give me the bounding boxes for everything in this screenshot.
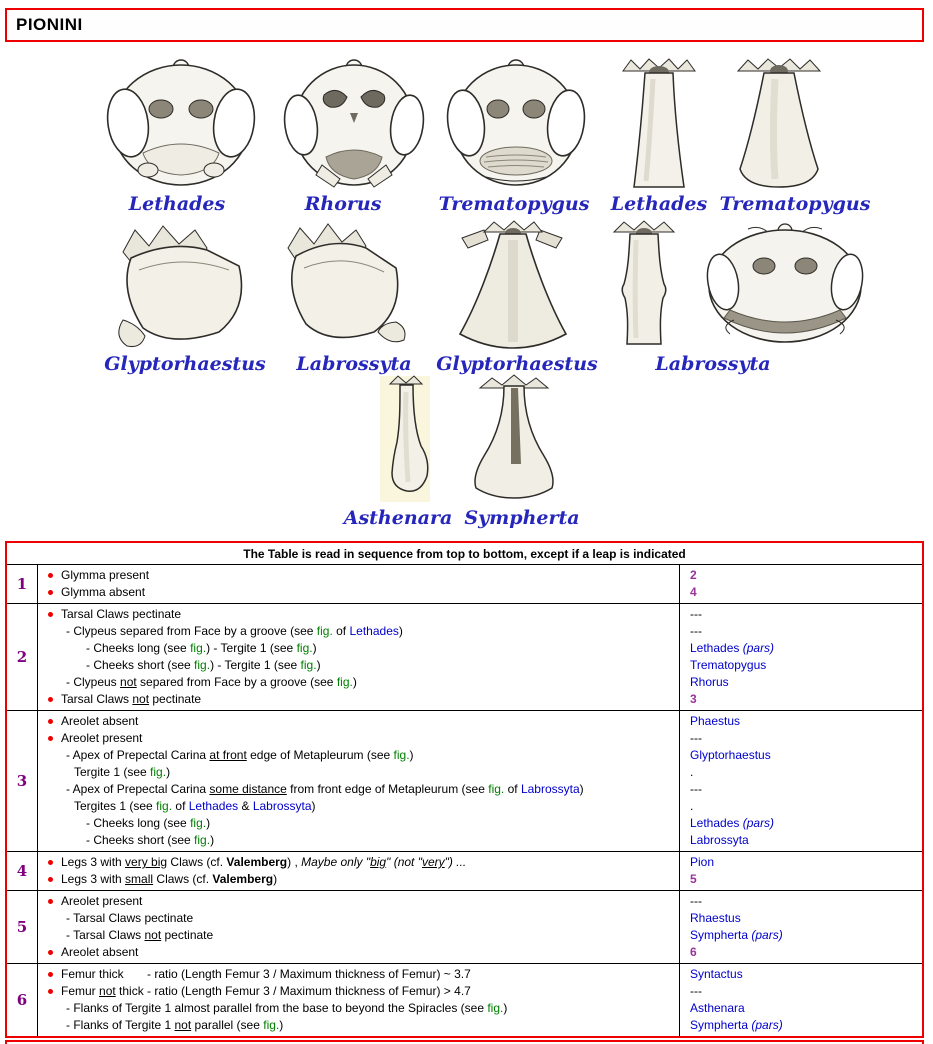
figure-label: Rhorus [304,193,382,215]
result-cell [679,964,922,1036]
text-segment: of [172,799,189,813]
result-line [690,713,918,730]
bullet-icon [48,612,53,617]
text-segment: not [120,675,137,689]
text-segment: Tarsal Claws [61,692,133,706]
text-segment: ) [409,748,414,762]
row-number: 4 [7,852,38,890]
identification-key-table [5,541,924,1038]
key-line [42,730,675,747]
text-segment: of [504,782,521,796]
text-segment: not [174,1018,192,1032]
key-line [42,927,675,944]
bullet-icon [48,950,53,955]
text-segment: ) [312,641,317,655]
key-line [42,893,675,910]
text-segment: - Tarsal Claws [66,928,145,942]
result-line [690,623,918,640]
text-segment: ) , [287,855,302,869]
text-segment: parallel (see [191,1018,264,1032]
text-segment: not [132,692,150,706]
taxon-link[interactable]: Asthenara [690,1001,745,1015]
text-segment: Maybe only " [301,855,371,869]
figure-label: Asthenara [343,507,453,529]
text-segment: Tergite 1 (see [74,765,151,779]
labrossyta-mesopleuron-figure [272,218,422,352]
text-segment: from front edge of Metapleurum (see [286,782,489,796]
row-number: 3 [7,711,38,851]
result-line [690,567,918,584]
text-segment: - Flanks of Tergite 1 almost parallel from the base to beyond the Spiracles (see [66,1001,488,1015]
taxon-link[interactable]: Phaestus [690,714,741,728]
trematopygus-head-figure [438,57,594,191]
text-segment: Legs 3 with [61,872,126,886]
text-segment: - Clypeus [66,675,121,689]
taxon-link[interactable]: Rhaestus [690,911,741,925]
trematopygus-tergite-figure [720,55,838,193]
text-segment: some distance [209,782,287,796]
lethades-head-figure [95,57,267,191]
labrossyta-tergite-figure [598,218,690,350]
key-line [42,764,675,781]
taxon-link[interactable]: (pars) [751,928,783,942]
result-line [690,674,918,691]
text-segment: - Cheeks short (see [86,833,195,847]
fig-link[interactable]: fig. [488,782,505,796]
result-line [690,910,918,927]
key-line [42,871,675,888]
key-line [42,640,675,657]
text-segment: - Cheeks long (see [86,816,191,830]
wide-head-figure [700,222,870,350]
figure-label: Labrossyta [296,353,412,375]
result-cell [679,891,922,963]
key-line [42,983,675,1000]
text-segment: big [370,855,387,869]
key-line [42,657,675,674]
next-section-edge [5,1040,924,1044]
result-line [690,1017,918,1034]
text-segment: - Apex of Prepectal Carina [66,748,210,762]
text-segment: Areolet present [61,731,143,745]
text-segment: --- [690,782,702,796]
text-segment: Glymma absent [61,585,146,599]
text-segment: at front [209,748,247,762]
text-segment: pectinate [161,928,214,942]
text-segment: - Flanks of Tergite 1 [66,1018,175,1032]
taxon-link[interactable]: Labrossyta [690,833,749,847]
result-cell [679,852,922,890]
taxon-link[interactable]: Lethades [690,641,743,655]
key-row-4 [7,852,922,891]
result-cell [679,604,922,710]
lethades-tergite-figure [613,55,705,193]
leap-link[interactable]: 4 [690,585,697,599]
text-segment: Tarsal Claws pectinate [61,607,182,621]
figure-label: Glyptorhaestus [436,353,598,375]
key-line [42,966,675,983]
text-segment: ) - Tergite 1 (see [206,641,297,655]
text-segment: Glymma present [61,568,150,582]
taxon-link[interactable]: Rhorus [690,675,729,689]
table-header: The Table is read in sequence from top to bottom, except if a leap is indicated [7,543,922,565]
result-line [690,1000,918,1017]
taxon-link[interactable]: Lethades [349,624,399,638]
text-segment: small [125,872,154,886]
text-segment: Valemberg [212,872,274,886]
text-segment: very [421,855,445,869]
key-row-5 [7,891,922,964]
row-number: 6 [7,964,38,1036]
page-title-box [5,8,924,42]
taxon-link[interactable]: Sympherta [690,1018,752,1032]
result-cell [679,711,922,851]
criteria-cell [38,891,679,963]
text-segment: Claws (cf. [167,855,227,869]
text-segment: ) [579,782,584,796]
text-segment: --- [690,894,702,908]
bullet-icon [48,573,53,578]
text-segment: ) [398,624,403,638]
text-segment: ) [352,675,357,689]
result-line [690,983,918,1000]
glyptorhaestus-mesopleuron-figure [105,218,267,352]
key-line [42,1017,675,1034]
text-segment: ) [206,816,211,830]
key-line [42,606,675,623]
fig-link[interactable]: fig. [190,641,207,655]
bullet-icon [48,877,53,882]
criteria-cell [38,565,679,603]
criteria-cell [38,604,679,710]
text-segment: Areolet present [61,894,143,908]
text-segment: Valemberg [226,855,288,869]
key-line [42,832,675,849]
result-line [690,893,918,910]
figures-panel [0,42,933,540]
text-segment: & [238,799,253,813]
figure-label: Lethades [128,193,226,215]
taxon-link[interactable]: (pars) [742,641,775,655]
text-segment: ) [503,1001,508,1015]
figure-label: Trematopygus [719,193,871,215]
result-line [690,871,918,888]
asthenara-femur-figure [366,372,446,506]
text-segment: Claws (cf. [153,872,213,886]
key-line [42,674,675,691]
result-line [690,798,918,815]
text-segment: Tergites 1 (see [74,799,157,813]
bullet-icon [48,697,53,702]
criteria-cell [38,964,679,1036]
text-segment: of [332,624,350,638]
taxon-link[interactable]: Labrossyta [252,799,312,813]
key-line [42,691,675,708]
text-segment: ) [273,872,278,886]
figure-label: Sympherta [464,507,580,529]
result-line [690,606,918,623]
criteria-cell [38,852,679,890]
key-line [42,854,675,871]
text-segment: - Cheeks short (see [86,658,195,672]
text-segment: ") ... [444,855,467,869]
text-segment: - Tarsal Claws pectinate [66,911,194,925]
text-segment: edge of Metapleurum (see [246,748,394,762]
rhorus-head-figure [278,57,430,191]
figure-label: Lethades [610,193,708,215]
fig-link[interactable]: fig. [194,833,211,847]
text-segment: . [690,765,694,779]
key-line [42,798,675,815]
result-line [690,781,918,798]
taxon-link[interactable]: Trematopygus [690,658,767,672]
taxon-link[interactable]: (pars) [751,1018,783,1032]
leap-link[interactable]: 5 [690,872,697,886]
taxon-link[interactable]: Glyptorhaestus [690,748,771,762]
fig-link[interactable]: fig. [487,1001,504,1015]
leap-link[interactable]: 3 [690,692,697,706]
leap-link[interactable]: 6 [690,945,697,959]
result-line [690,584,918,601]
text-segment: --- [690,607,702,621]
bullet-icon [48,972,53,977]
row-number: 5 [7,891,38,963]
text-segment: ) [311,799,316,813]
text-segment: not [99,984,116,998]
result-line [690,832,918,849]
criteria-cell [38,711,679,851]
taxon-link[interactable]: Lethades [188,799,239,813]
key-line [42,567,675,584]
text-segment: not [144,928,162,942]
text-segment: Femur [61,984,100,998]
text-segment: Femur thick - ratio (Length Femur 3 / Maximum thickness of Femur) ~ 3.7 [61,967,471,981]
figure-label: Labrossyta [655,353,771,375]
bullet-icon [48,860,53,865]
key-row-2 [7,604,922,711]
fig-link[interactable]: fig. [393,748,410,762]
taxon-link[interactable]: Syntactus [690,967,743,981]
fig-link[interactable]: fig. [296,641,313,655]
key-line [42,781,675,798]
glyptorhaestus-tergite-figure [442,218,582,352]
result-line [690,854,918,871]
text-segment: Areolet absent [61,714,139,728]
fig-link[interactable]: fig. [316,624,333,638]
key-line [42,584,675,601]
fig-link[interactable]: fig. [300,658,317,672]
key-row-3 [7,711,922,852]
text-segment: ) [210,833,215,847]
text-segment: ) [166,765,171,779]
text-segment: Areolet absent [61,945,139,959]
text-segment: very big [125,855,168,869]
result-line [690,657,918,674]
bullet-icon [48,736,53,741]
page-title: PIONINI [16,15,83,34]
fig-link[interactable]: fig. [150,765,167,779]
table-body [7,565,922,1036]
text-segment: ) - Tergite 1 (see [210,658,301,672]
text-segment: pectinate [149,692,202,706]
fig-link[interactable]: fig. [336,675,353,689]
sympherta-tergite-figure [462,372,566,506]
taxon-link[interactable]: Pion [690,855,715,869]
bullet-icon [48,719,53,724]
text-segment: - Clypeus separed from Face by a groove (see [66,624,317,638]
key-line [42,1000,675,1017]
text-segment: ) [316,658,321,672]
taxon-link[interactable]: (pars) [742,816,775,830]
result-line [690,944,918,961]
result-line [690,640,918,657]
bullet-icon [48,899,53,904]
fig-link[interactable]: fig. [263,1018,280,1032]
text-segment: . [690,799,694,813]
text-segment: separed from Face by a groove (see [136,675,337,689]
result-line [690,764,918,781]
text-segment: Legs 3 with [61,855,126,869]
taxon-link[interactable]: Labrossyta [520,782,580,796]
text-segment: --- [690,624,702,638]
figure-label: Glyptorhaestus [104,353,266,375]
text-segment: ) [279,1018,284,1032]
taxon-link[interactable]: Lethades [690,816,743,830]
key-row-1 [7,565,922,604]
text-segment: " (not " [386,855,422,869]
figure-label: Trematopygus [438,193,590,215]
key-line [42,910,675,927]
fig-link[interactable]: fig. [194,658,211,672]
key-line [42,944,675,961]
taxon-link[interactable]: Sympherta [690,928,752,942]
text-segment: - Cheeks long (see [86,641,191,655]
row-number: 2 [7,604,38,710]
result-line [690,691,918,708]
key-line [42,623,675,640]
result-line [690,927,918,944]
bullet-icon [48,989,53,994]
key-line [42,815,675,832]
result-line [690,730,918,747]
result-line [690,815,918,832]
text-segment: - Apex of Prepectal Carina [66,782,210,796]
key-row-6 [7,964,922,1036]
text-segment: --- [690,984,702,998]
key-line [42,747,675,764]
text-segment: thick - ratio (Length Femur 3 / Maximum thickness of Femur) > 4.7 [115,984,471,998]
result-line [690,747,918,764]
bullet-icon [48,590,53,595]
row-number: 1 [7,565,38,603]
key-line [42,713,675,730]
fig-link[interactable]: fig. [190,816,207,830]
result-cell [679,565,922,603]
fig-link[interactable]: fig. [156,799,173,813]
text-segment: --- [690,731,702,745]
leap-link[interactable]: 2 [690,568,697,582]
result-line [690,966,918,983]
